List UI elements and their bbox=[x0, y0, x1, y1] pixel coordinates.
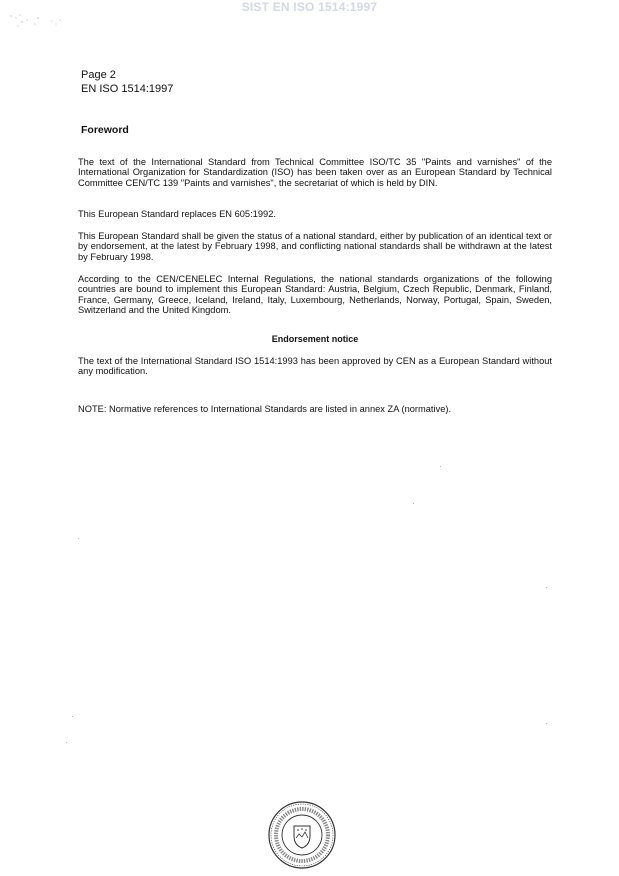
standard-reference: EN ISO 1514:1997 bbox=[81, 83, 174, 95]
page-number: Page 2 bbox=[81, 69, 116, 81]
normative-note: NOTE: Normative references to International Standards are listed in annex ZA (normative). bbox=[78, 404, 452, 414]
foreword-title: Foreword bbox=[81, 124, 129, 136]
official-stamp-icon bbox=[267, 800, 337, 870]
scan-noise bbox=[8, 12, 78, 32]
foreword-paragraph-3: This European Standard shall be given the status of a national standard, either by publication of an identical text or by endorsement, at the latest by February 1998, and conflicting national standards shall be withdrawn at the latest by February 1998. bbox=[78, 231, 552, 262]
scan-dot bbox=[78, 538, 79, 539]
watermark: SIST EN ISO 1514:1997 bbox=[241, 0, 378, 14]
endorsement-text: The text of the International Standard ISO 1514:1993 has been approved by CEN as a European Standard without any modification. bbox=[78, 356, 552, 377]
page-header bbox=[81, 68, 173, 96]
scan-dot bbox=[72, 716, 73, 717]
foreword-paragraph-2: This European Standard replaces EN 605:1992. bbox=[78, 209, 276, 219]
endorsement-title: Endorsement notice bbox=[271, 334, 359, 344]
scan-dot bbox=[546, 723, 547, 724]
scan-dot bbox=[440, 466, 441, 467]
foreword-paragraph-4: According to the CEN/CENELEC Internal Regulations, the national standards organizations of the following countries are bound to implement this European Standard: Austria, Belgium, Czech Republic, Denmark, Finland, France, Germany, Greece, Iceland, Ireland, Italy, Luxembourg, Netherlands, Norway, Portugal, Spain, Sweden, Switzerland and the United Kingdom. bbox=[78, 274, 552, 316]
scan-dot bbox=[546, 587, 547, 588]
scan-dot bbox=[413, 503, 414, 504]
scan-dot bbox=[66, 742, 67, 743]
foreword-paragraph-1: The text of the International Standard from Technical Committee ISO/TC 35 "Paints and varnishes" of the International Organization for Standardization (ISO) has been taken over as an European Standard by Technical Committee CEN/TC 139 "Paints and varnishes", the secretariat of which is held by DIN. bbox=[78, 157, 552, 188]
